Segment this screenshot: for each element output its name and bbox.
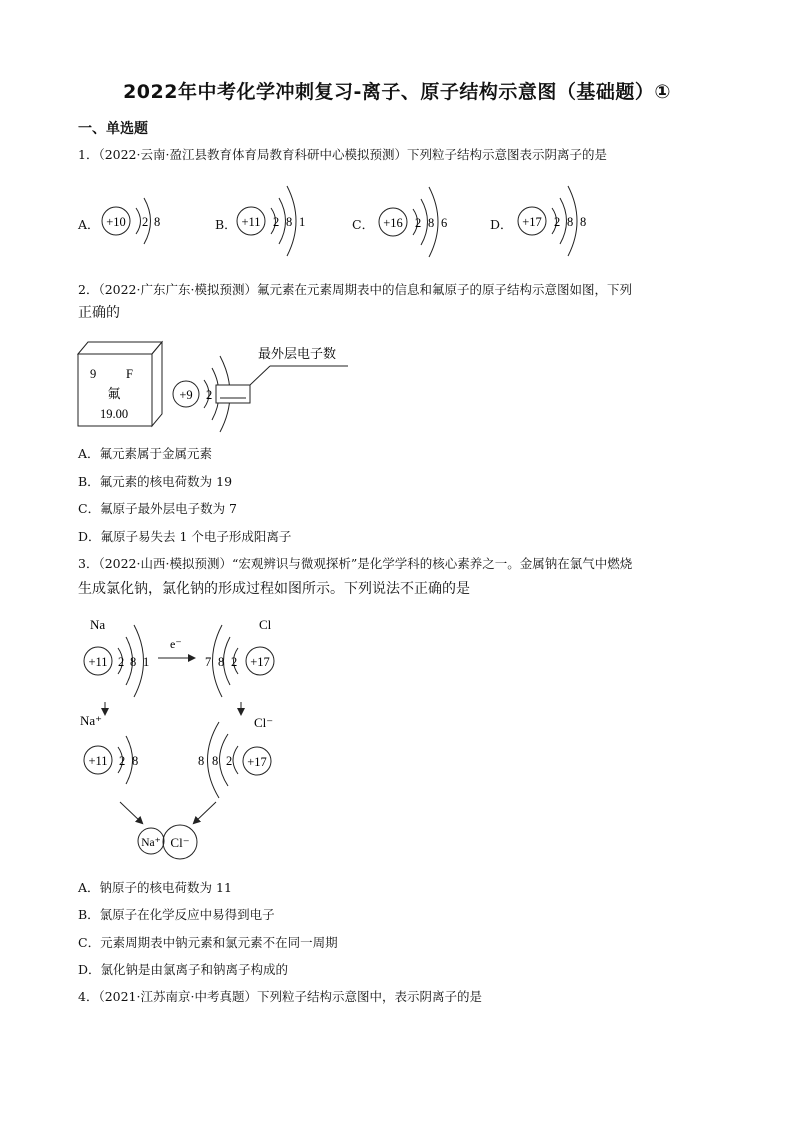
element-symbol: F [126, 367, 133, 381]
electron-label: e⁻ [170, 637, 182, 651]
question-4-stem: 4．（2021·江苏南京·中考真题）下列粒子结构示意图中，表示阴离子的是 [78, 989, 482, 1004]
atom-diagram-c [375, 168, 495, 268]
svg-text:+11: +11 [88, 655, 108, 669]
svg-text:8: 8 [130, 655, 137, 669]
atom-diagram-a [98, 168, 208, 268]
svg-text:2: 2 [273, 215, 280, 229]
option-d-label: D． [490, 217, 513, 232]
svg-text:1: 1 [299, 215, 306, 229]
svg-text:+9: +9 [179, 388, 193, 402]
svg-text:8: 8 [132, 754, 139, 768]
na-label: Na [90, 617, 106, 632]
element-mass: 19.00 [99, 407, 129, 421]
svg-text:+11: +11 [241, 215, 261, 229]
question-3-stem-line2: 生成氯化钠，氯化钠的形成过程如图所示。下列说法不正确的是 [78, 581, 470, 597]
svg-text:+16: +16 [383, 216, 403, 230]
question-3-stem-line1: 3．（2022·山西·模拟预测）“宏观辨识与微观探析”是化学学科的核心素养之一。金属钠在氯气中燃烧 [78, 556, 633, 571]
svg-text:2: 2 [231, 655, 238, 669]
element-number: 9 [90, 367, 97, 381]
na-ion-label: Na⁺ [80, 713, 103, 728]
atom-diagram-b [233, 168, 353, 268]
cl-label: Cl [259, 617, 272, 632]
q3-option-c: C．元素周期表中钠元素和氯元素不在同一周期 [78, 935, 338, 950]
option-c-label: C． [352, 217, 375, 232]
cl-ion-label: Cl⁻ [254, 715, 274, 730]
svg-text:+10: +10 [106, 215, 126, 229]
q2-option-d: D．氟原子易失去 1 个电子形成阳离子 [78, 529, 292, 544]
svg-text:+17: +17 [522, 215, 542, 229]
element-name: 氟 [107, 386, 121, 401]
nacl-formation-figure [76, 610, 306, 865]
svg-text:+17: +17 [247, 755, 267, 769]
question-2-stem-line1: 2．（2022·广东广东·模拟预测）氟元素在元素周期表中的信息和氟原子的原子结构示意图如图，下列 [78, 282, 632, 297]
svg-text:2: 2 [226, 754, 233, 768]
question-1-options [78, 168, 638, 268]
atom-diagram-d [514, 168, 634, 268]
svg-text:2: 2 [206, 388, 213, 402]
q3-option-b: B．氯原子在化学反应中易得到电子 [78, 907, 275, 922]
section-heading: 一、单选题 [78, 121, 148, 137]
page-title: 2022年中考化学冲刺复习-离子、原子结构示意图（基础题）① [123, 81, 671, 103]
option-a-label: A． [78, 217, 100, 232]
svg-text:8: 8 [154, 215, 161, 229]
q2-option-a: A．氟元素属于金属元素 [78, 446, 213, 461]
svg-text:+17: +17 [250, 655, 270, 669]
q2-option-c: C．氟原子最外层电子数为 7 [78, 501, 237, 516]
svg-text:8: 8 [212, 754, 219, 768]
svg-text:1: 1 [143, 655, 150, 669]
question-2-stem-line2: 正确的 [78, 305, 120, 321]
svg-text:2: 2 [415, 216, 422, 230]
svg-text:2: 2 [142, 215, 149, 229]
q2-option-b: B．氟元素的核电荷数为 19 [78, 474, 233, 489]
svg-text:8: 8 [198, 754, 205, 768]
product-na-ion: Na⁺ [141, 837, 161, 849]
question-1-stem: 1．（2022·云南·盈江县教育体育局教育科研中心模拟预测）下列粒子结构示意图表示阴离子的是 [78, 147, 607, 162]
outer-electron-callout: 最外层电子数 [258, 346, 337, 361]
q3-option-a: A．钠原子的核电荷数为 11 [78, 880, 232, 895]
svg-text:8: 8 [218, 655, 225, 669]
svg-text:8: 8 [567, 215, 574, 229]
svg-text:2: 2 [119, 754, 126, 768]
svg-text:8: 8 [286, 215, 293, 229]
q3-option-d: D．氯化钠是由氯离子和钠离子构成的 [78, 962, 289, 977]
svg-text:2: 2 [118, 655, 125, 669]
svg-text:6: 6 [441, 216, 448, 230]
fluorine-figure [74, 340, 374, 440]
svg-text:+11: +11 [88, 754, 108, 768]
option-b-label: B． [215, 217, 237, 232]
svg-text:8: 8 [428, 216, 435, 230]
svg-text:2: 2 [554, 215, 561, 229]
svg-text:8: 8 [580, 215, 587, 229]
svg-text:7: 7 [205, 655, 212, 669]
product-cl-ion: Cl⁻ [170, 835, 190, 850]
